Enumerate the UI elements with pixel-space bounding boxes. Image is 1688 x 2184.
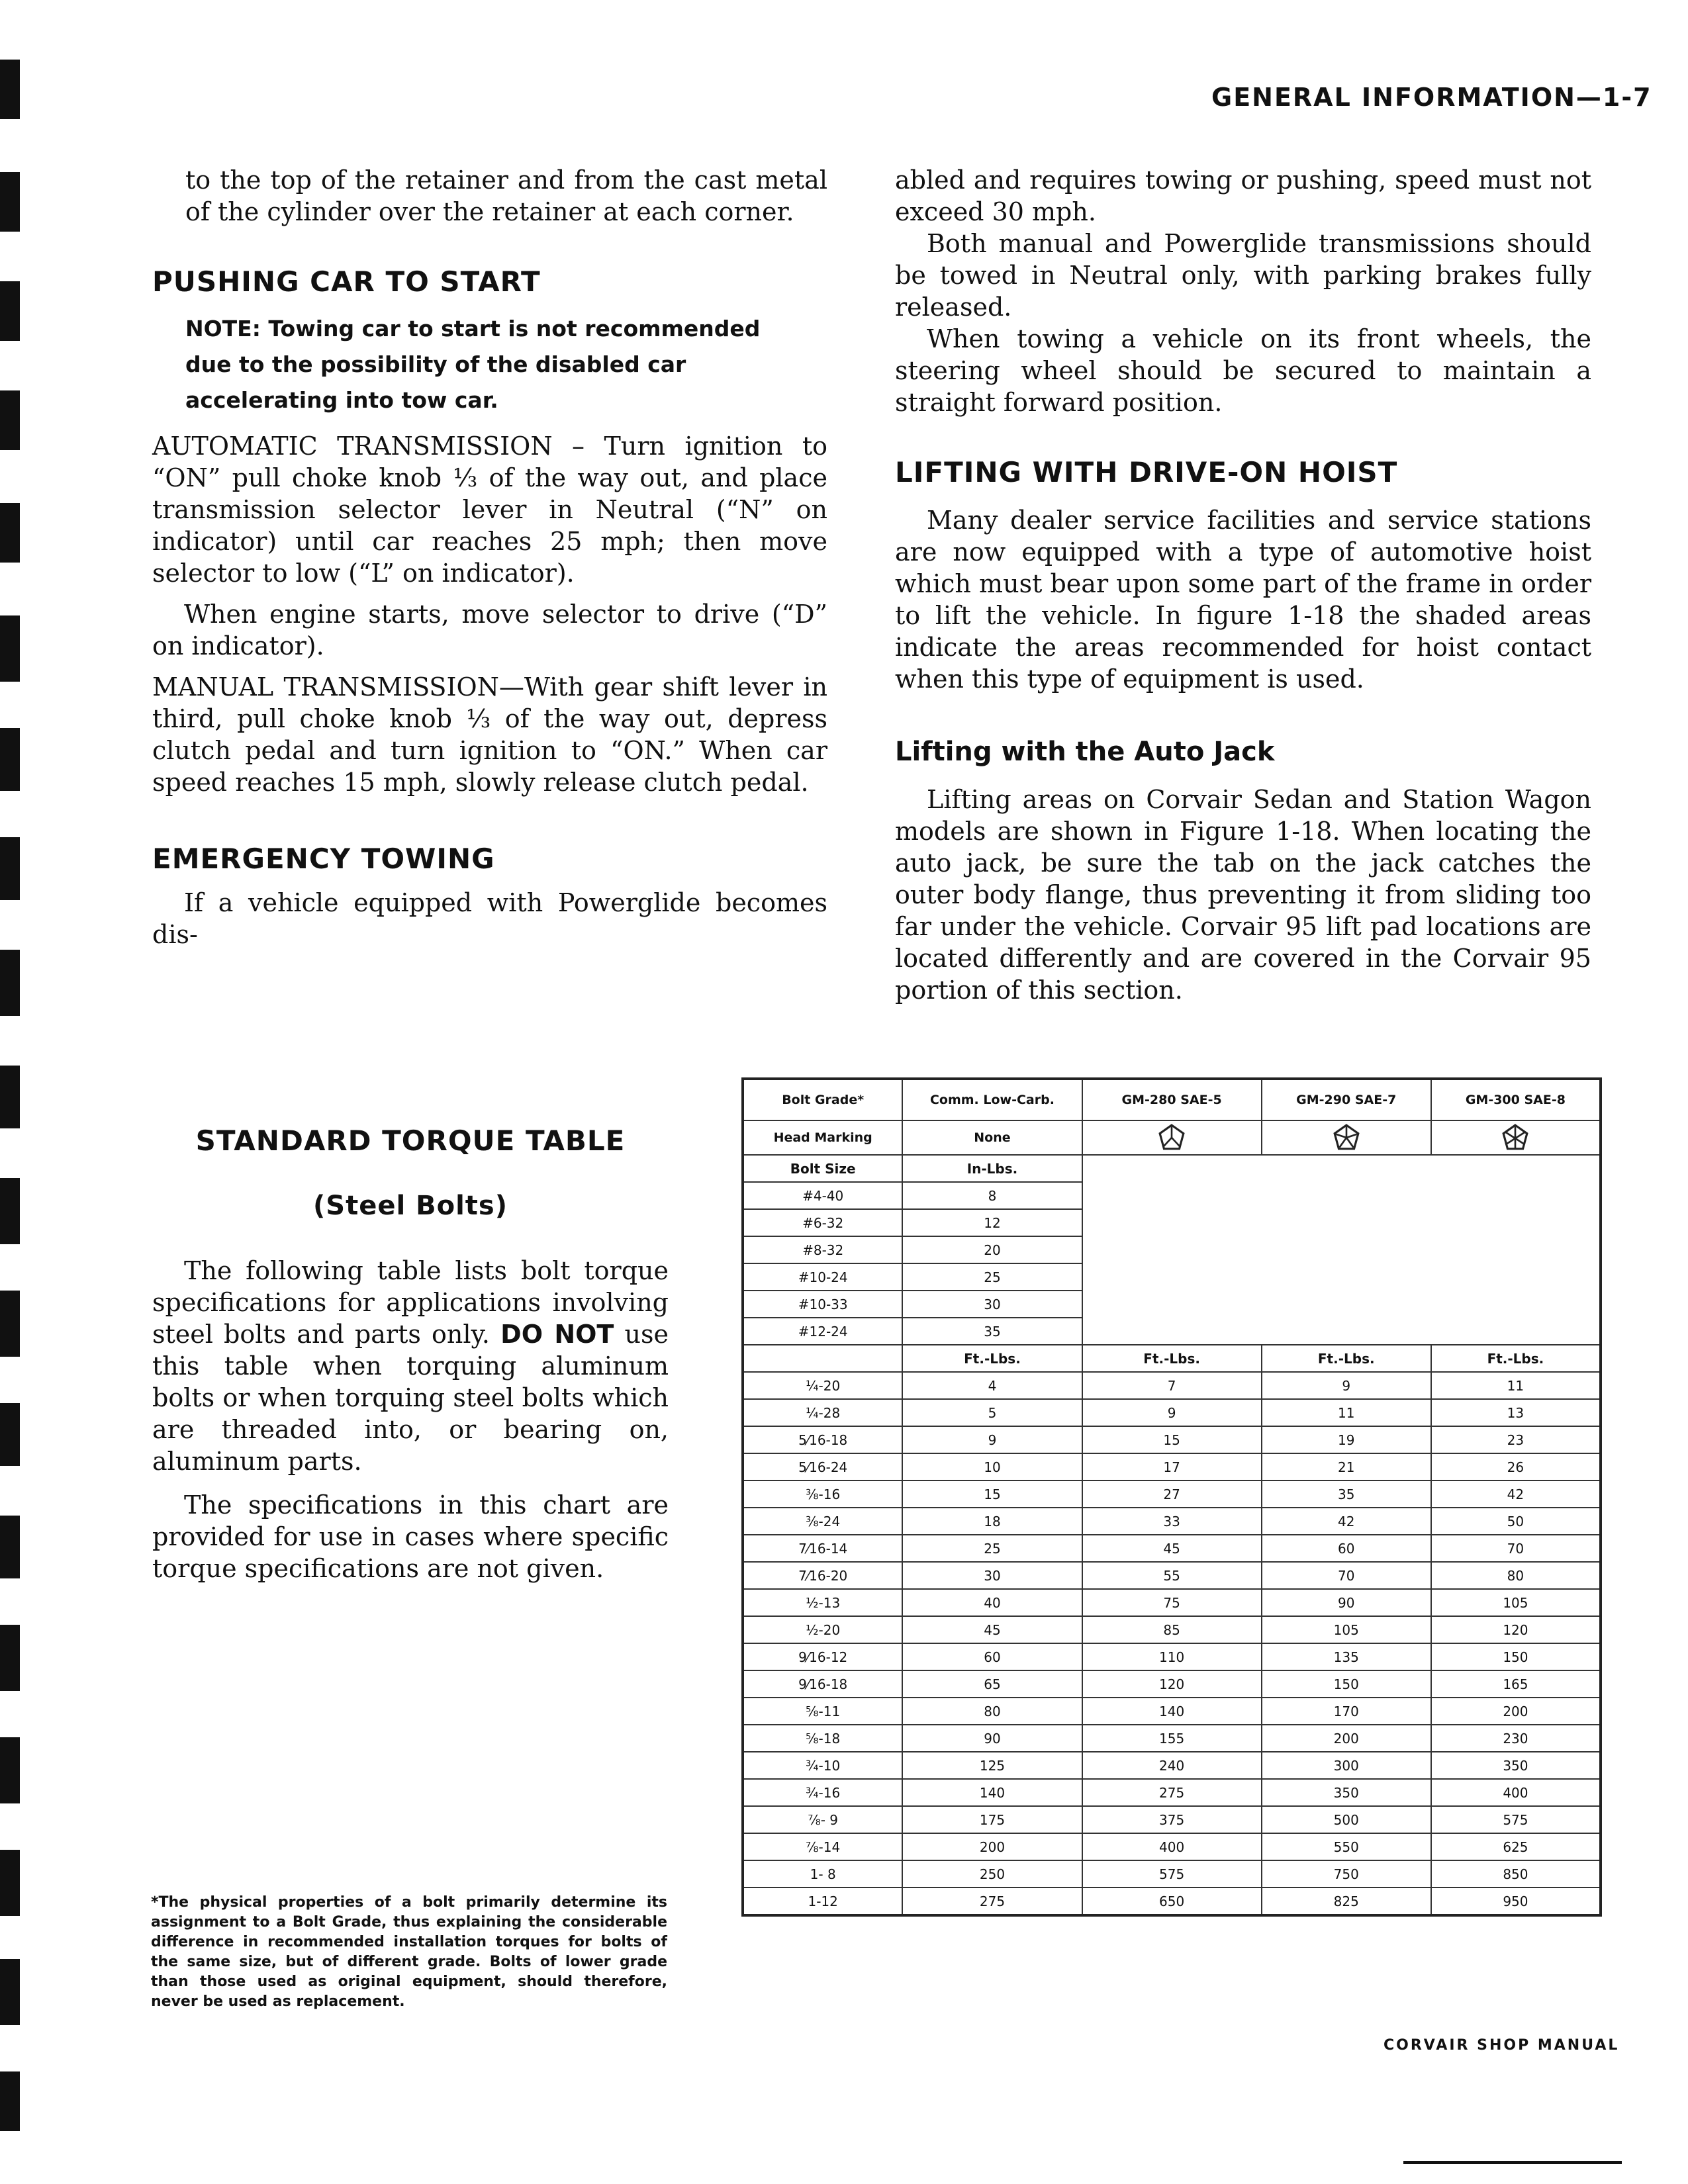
right-column: [895, 164, 1591, 1006]
torque-cell: 9: [1262, 1372, 1431, 1399]
table-row: [743, 1535, 1601, 1562]
bolt-size-cell: 9⁄16-12: [743, 1643, 902, 1670]
torque-cell: 625: [1431, 1833, 1601, 1860]
torque-cell: 175: [902, 1806, 1082, 1833]
grade-gm300: GM-300 SAE-8: [1431, 1079, 1601, 1120]
torque-cell: 7: [1082, 1372, 1262, 1399]
bolt-size-cell: 7⁄16-14: [743, 1535, 902, 1562]
bolt-size-cell: ⅝-11: [743, 1698, 902, 1725]
torque-cell: 300: [1262, 1752, 1431, 1779]
torque-cell: 25: [902, 1535, 1082, 1562]
table-row: [743, 1453, 1601, 1480]
torque-table: [741, 1077, 1602, 1917]
marking-row: [743, 1120, 1601, 1155]
bolt-size-cell: ½-13: [743, 1589, 902, 1616]
paragraph: When towing a vehicle on its front wheels, the steering wheel should be secured to maintain a straight forward position.: [895, 324, 1591, 417]
torque-cell: 17: [1082, 1453, 1262, 1480]
ftlbs-label: Ft.-Lbs.: [1082, 1345, 1262, 1372]
torque-cell: 50: [1431, 1508, 1601, 1535]
head-marking-3-lines-icon: [1082, 1120, 1262, 1155]
torque-cell: 21: [1262, 1453, 1431, 1480]
torque-cell: 200: [1262, 1725, 1431, 1752]
bolt-size-cell: ¼-28: [743, 1399, 902, 1426]
paragraph: [152, 1255, 669, 1477]
heading-lifting-hoist: LIFTING WITH DRIVE-ON HOIST: [895, 456, 1398, 488]
torque-cell: 42: [1262, 1508, 1431, 1535]
table-row: [743, 1779, 1601, 1806]
torque-cell: 35: [902, 1318, 1082, 1345]
torque-cell: 25: [902, 1263, 1082, 1291]
torque-cell: 15: [902, 1480, 1082, 1508]
table-row: [743, 1806, 1601, 1833]
bolt-size-cell: ¾-10: [743, 1752, 902, 1779]
torque-cell: 165: [1431, 1670, 1601, 1698]
bolt-size-cell: ⅜-16: [743, 1480, 902, 1508]
ftlbs-label: Ft.-Lbs.: [1431, 1345, 1601, 1372]
table-row: [743, 1562, 1601, 1589]
torque-cell: 4: [902, 1372, 1082, 1399]
torque-cell: 110: [1082, 1643, 1262, 1670]
ftlbs-label: Ft.-Lbs.: [902, 1345, 1082, 1372]
torque-cell: 200: [902, 1833, 1082, 1860]
torque-cell: 80: [902, 1698, 1082, 1725]
torque-cell: 8: [902, 1182, 1082, 1209]
table-row: [743, 1698, 1601, 1725]
note: NOTE: Towing car to start is not recommended due to the possibility of the disabled car accelerating into tow car.: [185, 316, 761, 413]
heading-emergency: EMERGENCY TOWING: [152, 842, 495, 875]
torque-cell: 9: [902, 1426, 1082, 1453]
table-row: [743, 1589, 1601, 1616]
torque-cell: 10: [902, 1453, 1082, 1480]
table-row: [743, 1616, 1601, 1643]
footnote: *The physical properties of a bolt primarily determine its assignment to a Bolt Grade, thus explaining the considerable difference in recommended installation torques for bolts of the same size, but of different grade. Bolts of lower grade than those used as original equipment, should therefore, never be used as replacement.: [151, 1894, 667, 2010]
torque-cell: 850: [1431, 1860, 1601, 1888]
torque-cell: 500: [1262, 1806, 1431, 1833]
head-marking-5-lines-icon: [1262, 1120, 1431, 1155]
torque-cell: 825: [1262, 1888, 1431, 1915]
torque-subtitle: (Steel Bolts): [313, 1191, 508, 1221]
torque-cell: 275: [1082, 1779, 1262, 1806]
torque-cell: 13: [1431, 1399, 1601, 1426]
torque-cell: 650: [1082, 1888, 1262, 1915]
torque-cell: 70: [1431, 1535, 1601, 1562]
paragraph-manual: MANUAL TRANSMISSION—With gear shift lever in third, pull choke knob ⅓ of the way out, depress clutch pedal and turn ignition to “ON.” When car speed reaches 15 mph, slowly release clutch pedal.: [152, 672, 827, 797]
bolt-size-cell: ⅜-24: [743, 1508, 902, 1535]
torque-cell: 30: [902, 1562, 1082, 1589]
torque-cell: 105: [1262, 1616, 1431, 1643]
torque-cell: 575: [1082, 1860, 1262, 1888]
torque-cell: 35: [1262, 1480, 1431, 1508]
torque-cell: 42: [1431, 1480, 1601, 1508]
torque-cell: 350: [1262, 1779, 1431, 1806]
torque-cell: 30: [902, 1291, 1082, 1318]
paragraph: If a vehicle equipped with Powerglide becomes dis-: [152, 888, 827, 949]
torque-cell: 140: [902, 1779, 1082, 1806]
table-row: [743, 1399, 1601, 1426]
bolt-size-cell: #10-33: [743, 1291, 902, 1318]
torque-cell: 90: [1262, 1589, 1431, 1616]
table-row: [743, 1670, 1601, 1698]
torque-cell: 11: [1262, 1399, 1431, 1426]
marking-none: None: [902, 1120, 1082, 1155]
head-marking-6-lines-icon: [1431, 1120, 1601, 1155]
torque-cell: 75: [1082, 1589, 1262, 1616]
torque-cell: 135: [1262, 1643, 1431, 1670]
paragraph: to the top of the retainer and from the cast metal of the cylinder over the retainer at each corner.: [185, 165, 827, 226]
ftlbs-header-row: [743, 1345, 1601, 1372]
bolt-size-cell: #10-24: [743, 1263, 902, 1291]
torque-cell: 105: [1431, 1589, 1601, 1616]
torque-cell: 575: [1431, 1806, 1601, 1833]
paragraph: When engine starts, move selector to drive (“D” on indicator).: [152, 600, 827, 660]
torque-cell: 375: [1082, 1806, 1262, 1833]
bolt-size-cell: ¼-20: [743, 1372, 902, 1399]
table-row: [743, 1752, 1601, 1779]
page-header: GENERAL INFORMATION—1-7: [1211, 83, 1652, 112]
footer-brand: CORVAIR SHOP MANUAL: [1383, 2037, 1620, 2054]
grade-row: [743, 1079, 1601, 1120]
size-label: Bolt Size: [743, 1155, 902, 1182]
bolt-size-cell: 5⁄16-18: [743, 1426, 902, 1453]
torque-cell: 250: [902, 1860, 1082, 1888]
paragraph: Many dealer service facilities and service stations are now equipped with a type of automotive hoist which must bear upon some part of the frame in order to lift the vehicle. In figure 1-18 the shaded areas indicate the areas recommended for hoist contact when this type of equipment is used.: [895, 506, 1591, 694]
torque-cell: 15: [1082, 1426, 1262, 1453]
paragraph: Both manual and Powerglide transmissions should be towed in Neutral only, with parking brakes fully released.: [895, 229, 1591, 322]
torque-cell: 33: [1082, 1508, 1262, 1535]
table-row: [743, 1643, 1601, 1670]
text: use this table when torquing aluminum bolts or when torquing steel bolts which are threaded into, or bearing on, aluminum parts.: [152, 1320, 669, 1476]
torque-cell: 350: [1431, 1752, 1601, 1779]
table-row: [743, 1372, 1601, 1399]
bolt-size-cell: 1- 8: [743, 1860, 902, 1888]
do-not-emphasis: DO NOT: [500, 1320, 614, 1349]
torque-cell: 400: [1431, 1779, 1601, 1806]
torque-cell: 950: [1431, 1888, 1601, 1915]
torque-cell: 275: [902, 1888, 1082, 1915]
torque-intro: [152, 1125, 669, 1584]
paragraph: The specifications in this chart are provided for use in cases where specific torque specifications are not given.: [152, 1490, 669, 1583]
size-header-row: [743, 1155, 1601, 1182]
torque-cell: 11: [1431, 1372, 1601, 1399]
torque-cell: 120: [1082, 1670, 1262, 1698]
inlbs-label: In-Lbs.: [902, 1155, 1082, 1182]
torque-cell: 40: [902, 1589, 1082, 1616]
torque-cell: 20: [902, 1236, 1082, 1263]
footer-rule: [1403, 2161, 1622, 2164]
torque-cell: 230: [1431, 1725, 1601, 1752]
torque-cell: 19: [1262, 1426, 1431, 1453]
bolt-size-cell: 7⁄16-20: [743, 1562, 902, 1589]
bolt-size-cell: ¾-16: [743, 1779, 902, 1806]
bolt-size-cell: ⅝-18: [743, 1725, 902, 1752]
paragraph: Lifting areas on Corvair Sedan and Station Wagon models are shown in Figure 1-18. When locating the auto jack, be sure the tab on the jack catches the outer body flange, thus preventing it from sliding too far under the vehicle. Corvair 95 lift pad locations are located differently and are covered in the Corvair 95 portion of this section.: [895, 785, 1591, 1005]
torque-cell: 65: [902, 1670, 1082, 1698]
paragraph-automatic: AUTOMATIC TRANSMISSION – Turn ignition to “ON” pull choke knob ⅓ of the way out, and place transmission selector lever in Neutral (“N” on indicator) until car reaches 25 mph; then move selector to low (“L” on indicator).: [152, 432, 827, 588]
bolt-size-cell: ⅞-14: [743, 1833, 902, 1860]
torque-cell: 150: [1262, 1670, 1431, 1698]
bolt-size-cell: #6-32: [743, 1209, 902, 1236]
torque-title: STANDARD TORQUE TABLE: [195, 1124, 626, 1157]
torque-cell: 155: [1082, 1725, 1262, 1752]
blank-area: [1082, 1155, 1601, 1345]
torque-cell: 150: [1431, 1643, 1601, 1670]
torque-cell: 85: [1082, 1616, 1262, 1643]
table-row: [743, 1508, 1601, 1535]
marking-label: Head Marking: [743, 1120, 902, 1155]
bolt-size-cell: #4-40: [743, 1182, 902, 1209]
torque-cell: 240: [1082, 1752, 1262, 1779]
torque-cell: 9: [1082, 1399, 1262, 1426]
bolt-size-cell: #12-24: [743, 1318, 902, 1345]
torque-cell: 12: [902, 1209, 1082, 1236]
torque-cell: 80: [1431, 1562, 1601, 1589]
grade-gm290: GM-290 SAE-7: [1262, 1079, 1431, 1120]
torque-cell: 200: [1431, 1698, 1601, 1725]
heading-pushing: PUSHING CAR TO START: [152, 265, 541, 298]
grade-label: Bolt Grade*: [743, 1079, 902, 1120]
torque-cell: 26: [1431, 1453, 1601, 1480]
paragraph: abled and requires towing or pushing, speed must not exceed 30 mph.: [895, 165, 1591, 226]
torque-cell: 27: [1082, 1480, 1262, 1508]
torque-cell: 750: [1262, 1860, 1431, 1888]
ftlbs-label: Ft.-Lbs.: [1262, 1345, 1431, 1372]
table-row: [743, 1860, 1601, 1888]
bolt-size-cell: ⅞- 9: [743, 1806, 902, 1833]
grade-comm: Comm. Low-Carb.: [902, 1079, 1082, 1120]
torque-cell: 400: [1082, 1833, 1262, 1860]
torque-cell: 90: [902, 1725, 1082, 1752]
bolt-size-cell: #8-32: [743, 1236, 902, 1263]
bolt-size-cell: 5⁄16-24: [743, 1453, 902, 1480]
torque-cell: 5: [902, 1399, 1082, 1426]
bolt-size-cell: ½-20: [743, 1616, 902, 1643]
torque-cell: 120: [1431, 1616, 1601, 1643]
table-row: [743, 1426, 1601, 1453]
torque-cell: 55: [1082, 1562, 1262, 1589]
torque-cell: 60: [902, 1643, 1082, 1670]
bolt-size-cell: 9⁄16-18: [743, 1670, 902, 1698]
table-row: [743, 1480, 1601, 1508]
empty-cell: [743, 1345, 902, 1372]
table-row: [743, 1725, 1601, 1752]
table-row: [743, 1888, 1601, 1915]
torque-cell: 125: [902, 1752, 1082, 1779]
heading-auto-jack: Lifting with the Auto Jack: [895, 737, 1275, 767]
torque-cell: 23: [1431, 1426, 1601, 1453]
torque-cell: 550: [1262, 1833, 1431, 1860]
grade-gm280: GM-280 SAE-5: [1082, 1079, 1262, 1120]
torque-cell: 45: [902, 1616, 1082, 1643]
torque-cell: 60: [1262, 1535, 1431, 1562]
table-row: [743, 1833, 1601, 1860]
torque-cell: 70: [1262, 1562, 1431, 1589]
torque-cell: 45: [1082, 1535, 1262, 1562]
torque-cell: 170: [1262, 1698, 1431, 1725]
torque-cell: 18: [902, 1508, 1082, 1535]
bolt-size-cell: 1-12: [743, 1888, 902, 1915]
text: The following table lists bolt torque specifications for applications involving steel bolts and parts only.: [152, 1256, 669, 1349]
torque-cell: 140: [1082, 1698, 1262, 1725]
left-column: [152, 164, 827, 950]
